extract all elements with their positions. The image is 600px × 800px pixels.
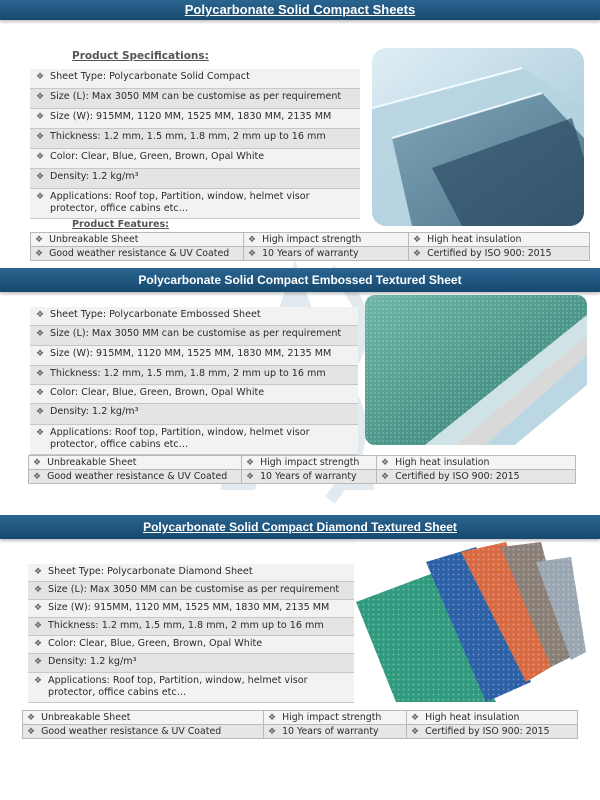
feature-warranty: 10 Years of warranty (262, 248, 359, 259)
diamond-bullet-icon: ❖ (35, 152, 45, 162)
diamond-bullet-icon: ❖ (268, 727, 277, 737)
diamond-bullet-icon: ❖ (35, 132, 45, 142)
feature-row (23, 711, 578, 725)
features-heading: Product Features: (72, 219, 170, 230)
feature-impact: High impact strength (260, 457, 360, 468)
feature-impact: High impact strength (282, 712, 382, 723)
feature-iso: Certified by ISO 900: 2015 (395, 471, 520, 482)
diamond-bullet-icon: ❖ (35, 172, 45, 182)
spec-thickness: ❖ Thickness: 1.2 mm, 1.5 mm, 1.8 mm, 2 mm up to 16 mm (28, 618, 354, 636)
diamond-bullet-icon: ❖ (35, 235, 44, 245)
spec-size-length: ❖ Size (L): Max 3050 MM can be customise as per requirement (28, 582, 354, 600)
feature-impact: High impact strength (262, 234, 362, 245)
diamond-bullet-icon: ❖ (33, 639, 43, 649)
diamond-bullet-icon: ❖ (27, 727, 36, 737)
section-2-features-table (28, 455, 576, 484)
section-3-spec-list (28, 564, 354, 703)
diamond-bullet-icon: ❖ (246, 472, 255, 482)
spec-thickness: ❖ Thickness: 1.2 mm, 1.5 mm, 1.8 mm, 2 mm up to 16 mm (30, 366, 358, 385)
diamond-bullet-icon: ❖ (248, 249, 257, 259)
diamond-bullet-icon: ❖ (246, 458, 255, 468)
diamond-bullet-icon: ❖ (33, 621, 43, 631)
spec-applications: ❖ Applications: Roof top, Partition, window, helmet visor protector, office cabins etc… (28, 673, 354, 703)
feature-row (29, 456, 576, 470)
feature-weather: Good weather resistance & UV Coated (47, 471, 228, 482)
section-3-title: Polycarbonate Solid Compact Diamond Textured Sheet (143, 520, 457, 534)
spec-color: ❖ Color: Clear, Blue, Green, Brown, Opal White (30, 149, 360, 169)
diamond-bullet-icon: ❖ (35, 388, 45, 398)
diamond-bullet-icon: ❖ (35, 407, 45, 417)
diamond-bullet-icon: ❖ (33, 472, 42, 482)
diamond-bullet-icon: ❖ (35, 192, 45, 202)
spec-density: ❖ Density: 1.2 kg/m³ (28, 654, 354, 673)
spec-size-length: ❖ Size (L): Max 3050 MM can be customise as per requirement (30, 89, 360, 109)
embossed-sheet-photo (365, 295, 587, 445)
diamond-bullet-icon: ❖ (381, 458, 390, 468)
feature-unbreakable: Unbreakable Sheet (41, 712, 131, 723)
diamond-bullet-icon: ❖ (411, 727, 420, 737)
spec-color: ❖ Color: Clear, Blue, Green, Brown, Opal White (30, 385, 358, 404)
diamond-bullet-icon: ❖ (35, 310, 45, 320)
feature-heat: High heat insulation (395, 457, 490, 468)
diamond-bullet-icon: ❖ (268, 713, 277, 723)
diamond-bullet-icon: ❖ (33, 458, 42, 468)
diamond-bullet-icon: ❖ (35, 92, 45, 102)
feature-weather: Good weather resistance & UV Coated (49, 248, 230, 259)
feature-row (23, 725, 578, 739)
spec-applications: ❖ Applications: Roof top, Partition, window, helmet visor protector, office cabins etc… (30, 425, 358, 455)
diamond-bullet-icon: ❖ (381, 472, 390, 482)
section-1-banner (0, 0, 600, 20)
diamond-bullet-icon: ❖ (411, 713, 420, 723)
spec-applications: ❖ Applications: Roof top, Partition, window, helmet visor protector, office cabins etc… (30, 189, 360, 219)
diamond-bullet-icon: ❖ (33, 585, 43, 595)
diamond-bullet-icon: ❖ (33, 567, 43, 577)
diamond-bullet-icon: ❖ (413, 235, 422, 245)
diamond-bullet-icon: ❖ (248, 235, 257, 245)
feature-heat: High heat insulation (425, 712, 520, 723)
feature-warranty: 10 Years of warranty (282, 726, 379, 737)
spec-size-width: ❖ Size (W): 915MM, 1120 MM, 1525 MM, 1830 MM, 2135 MM (30, 109, 360, 129)
feature-row (31, 233, 590, 247)
spec-sheet-type: ❖ Sheet Type: Polycarbonate Solid Compact (30, 69, 360, 89)
feature-unbreakable: Unbreakable Sheet (49, 234, 139, 245)
spec-size-length: ❖ Size (L): Max 3050 MM can be customise as per requirement (30, 326, 358, 346)
section-1-spec-list (30, 69, 360, 219)
section-2-spec-list (30, 307, 358, 455)
spec-density: ❖ Density: 1.2 kg/m³ (30, 169, 360, 189)
spec-thickness: ❖ Thickness: 1.2 mm, 1.5 mm, 1.8 mm, 2 mm up to 16 mm (30, 129, 360, 149)
diamond-bullet-icon: ❖ (35, 369, 45, 379)
diamond-bullet-icon: ❖ (33, 603, 43, 613)
feature-heat: High heat insulation (427, 234, 522, 245)
feature-warranty: 10 Years of warranty (260, 471, 357, 482)
spec-density: ❖ Density: 1.2 kg/m³ (30, 404, 358, 425)
diamond-bullet-icon: ❖ (35, 112, 45, 122)
section-3-banner (0, 515, 600, 539)
section-3-features-table (22, 710, 578, 739)
feature-row (31, 247, 590, 261)
section-2-banner (0, 268, 600, 292)
feature-unbreakable: Unbreakable Sheet (47, 457, 137, 468)
diamond-bullet-icon: ❖ (35, 428, 45, 438)
diamond-bullet-icon: ❖ (413, 249, 422, 259)
diamond-sheet-photo (356, 542, 586, 702)
diamond-bullet-icon: ❖ (35, 349, 45, 359)
diamond-bullet-icon: ❖ (33, 676, 43, 686)
diamond-bullet-icon: ❖ (35, 72, 45, 82)
clear-sheet-photo (372, 48, 584, 226)
spec-sheet-type: ❖ Sheet Type: Polycarbonate Diamond Sheet (28, 564, 354, 582)
spec-size-width: ❖ Size (W): 915MM, 1120 MM, 1525 MM, 1830 MM, 2135 MM (28, 600, 354, 618)
feature-iso: Certified by ISO 900: 2015 (425, 726, 550, 737)
spec-heading: Product Specifications: (72, 50, 209, 62)
section-2-title: Polycarbonate Solid Compact Embossed Textured Sheet (138, 273, 462, 287)
spec-sheet-type: ❖ Sheet Type: Polycarbonate Embossed Sheet (30, 307, 358, 326)
spec-size-width: ❖ Size (W): 915MM, 1120 MM, 1525 MM, 1830 MM, 2135 MM (30, 346, 358, 366)
section-1-title: Polycarbonate Solid Compact Sheets (184, 2, 416, 17)
section-1-features-table (30, 232, 590, 261)
diamond-bullet-icon: ❖ (27, 713, 36, 723)
diamond-bullet-icon: ❖ (35, 249, 44, 259)
feature-row (29, 470, 576, 484)
spec-color: ❖ Color: Clear, Blue, Green, Brown, Opal White (28, 636, 354, 654)
diamond-bullet-icon: ❖ (35, 329, 45, 339)
diamond-bullet-icon: ❖ (33, 657, 43, 667)
feature-weather: Good weather resistance & UV Coated (41, 726, 222, 737)
feature-iso: Certified by ISO 900: 2015 (427, 248, 552, 259)
